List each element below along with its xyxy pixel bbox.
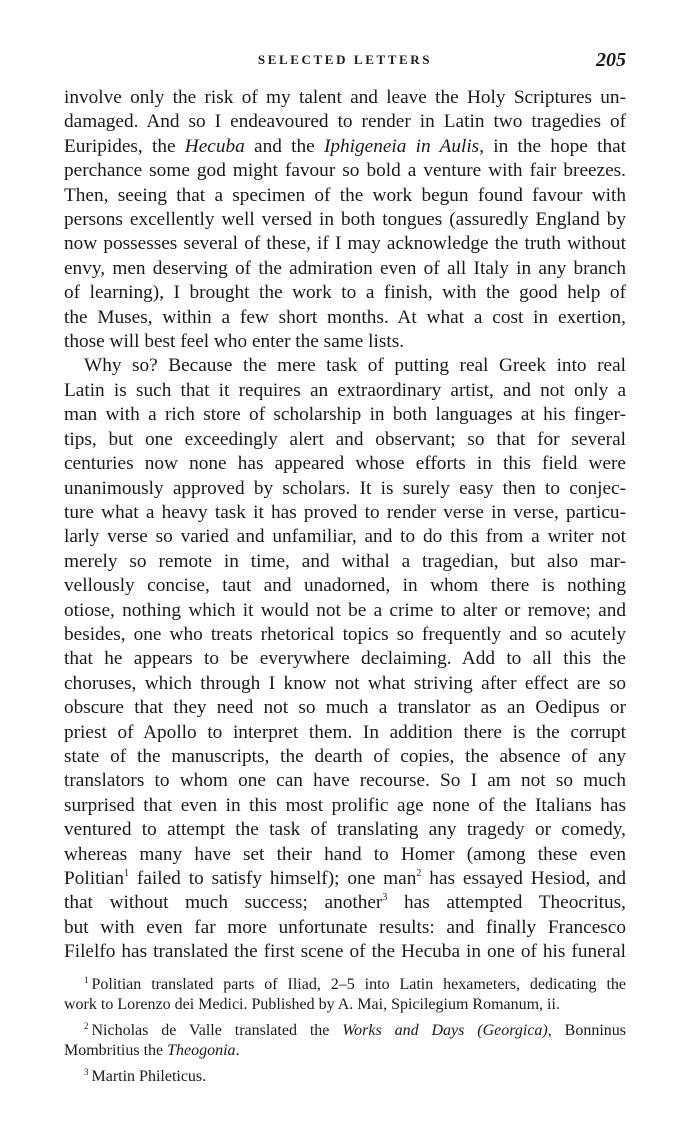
footnote-text: Politian translated parts of Iliad, 2–5 into Latin hexameters, dedicating the <box>91 975 626 993</box>
text-line: perchance some god might favour so bold a venture with fair breezes. <box>64 160 626 182</box>
footnote-text: Nicholas de Valle translated the <box>91 1021 343 1039</box>
footnote-mark: 1 <box>84 974 89 985</box>
text-line: surprised that even in this most prolific age none of the Italians has <box>64 794 626 816</box>
footnote-line <box>64 1067 626 1087</box>
text-line: choruses, which through I know not what striving after effect are so <box>64 672 626 694</box>
running-head <box>64 49 626 76</box>
text-line: unanimously approved by scholars. It is surely easy then to conjec- <box>64 477 626 499</box>
text-line: priest of Apollo to interpret them. In addition there is the corrupt <box>64 721 626 743</box>
text-line <box>64 135 626 159</box>
text-line: persons excellently well versed in both tongues (assuredly England by <box>64 209 626 231</box>
footnote-1 <box>64 975 626 1015</box>
text-line: translators to whom one can have recourse. So I am not so much <box>64 770 626 792</box>
body-text <box>64 86 626 965</box>
title-iphigeneia: Iphigeneia in Aulis <box>323 135 480 157</box>
footnote-ref-3: 3 <box>382 892 388 904</box>
text-line: ventured to attempt the task of translating any tragedy or comedy, <box>64 819 626 841</box>
title-theogonia: Theogonia <box>167 1041 236 1059</box>
footnotes <box>64 975 626 1087</box>
text-line: Why so? Because the mere task of putting real Greek into real <box>84 355 626 377</box>
text-fragment: and the <box>244 135 324 157</box>
footnote-ref-1: 1 <box>124 868 129 879</box>
footnote-text: , Bonninus <box>547 1021 627 1039</box>
text-line: envy, men deserving of the admiration even of all Italy in any branch <box>64 257 626 279</box>
footnote-line <box>64 975 626 995</box>
footnote-line <box>64 1021 626 1041</box>
footnote-text: Mombritius the <box>64 1041 168 1059</box>
footnote-mark: 3 <box>84 1066 89 1077</box>
text-line: now possesses several of these, if I may acknowledge the truth without <box>64 233 626 255</box>
title-works-and-days: Works and Days (Georgica) <box>342 1021 548 1039</box>
text-line: otiose, nothing which it would not be a crime to alter or remove; and <box>64 599 626 621</box>
text-fragment: has attempted Theocritus, <box>387 892 626 914</box>
footnote-text: Martin Phileticus. <box>91 1067 207 1085</box>
text-line: damaged. And so I endeavoured to render in Latin two tragedies of <box>64 111 626 133</box>
text-line: man with a rich store of scholarship in both languages at his finger- <box>64 404 626 426</box>
text-line: besides, one who treats rhetorical topics so frequently and so acutely <box>64 623 626 645</box>
text-line: those will best feel who enter the same lists. <box>64 331 405 353</box>
text-line: that he appears to be everywhere declaiming. Add to all this the <box>64 648 626 670</box>
book-page <box>64 49 627 1087</box>
text-line: involve only the risk of my talent and leave the Holy Scriptures un- <box>64 87 626 108</box>
footnote-line <box>64 1041 626 1061</box>
text-line: larly verse so varied and unfamiliar, and to do this from a writer not <box>64 526 626 548</box>
page-number: 205 <box>596 49 626 71</box>
text-line: Then, seeing that a specimen of the work begun found favour with <box>64 184 626 206</box>
text-line: of learning), I brought the work to a finish, with the good help of <box>64 282 626 304</box>
text-fragment: failed to satisfy himself); one man <box>129 868 417 889</box>
text-fragment: , in the hope that <box>479 135 626 157</box>
text-line: the Muses, within a few short months. At what a cost in exertion, <box>64 306 626 328</box>
text-line: Filelfo has translated the first scene of the Hecuba in one of his funeral <box>64 941 626 963</box>
text-line: tips, but one exceedingly alert and observant; so that for several <box>64 428 626 450</box>
footnote-ref-2: 2 <box>416 868 422 879</box>
text-line <box>64 867 626 891</box>
footnote-text: . <box>235 1041 240 1059</box>
footnote-mark: 2 <box>84 1020 89 1031</box>
text-line: obscure that they need not so much a translator as an Oedipus or <box>64 697 626 719</box>
text-line: Latin is such that it requires an extraordinary artist, and not only a <box>64 379 626 401</box>
text-line <box>64 891 626 915</box>
running-title: SELECTED LETTERS <box>257 52 433 67</box>
footnote-line: work to Lorenzo dei Medici. Published by A. Mai, Spicilegium Romanum, ii. <box>64 995 560 1013</box>
text-fragment: Euripides, the <box>64 135 185 157</box>
footnote-3 <box>64 1067 626 1087</box>
footnote-2 <box>64 1021 626 1061</box>
text-line: but with even far more unfortunate results: and finally Francesco <box>64 916 626 938</box>
text-line: whereas many have set their hand to Homer (among these even <box>64 843 626 865</box>
text-line: vellously concise, taut and unadorned, in whom there is nothing <box>64 575 626 597</box>
text-line: centuries now none has appeared whose efforts in this field were <box>64 453 626 475</box>
text-fragment: has essayed Hesiod, and <box>421 868 626 889</box>
text-line: state of the manuscripts, the dearth of copies, the absence of any <box>64 745 626 767</box>
text-line: merely so remote in time, and withal a tragedian, but also mar- <box>64 550 626 572</box>
text-fragment: Politian <box>64 868 124 889</box>
text-line: ture what a heavy task it has proved to render verse in verse, particu- <box>64 501 626 523</box>
title-hecuba: Hecuba <box>184 135 245 157</box>
text-fragment: that without much success; another <box>64 892 383 914</box>
